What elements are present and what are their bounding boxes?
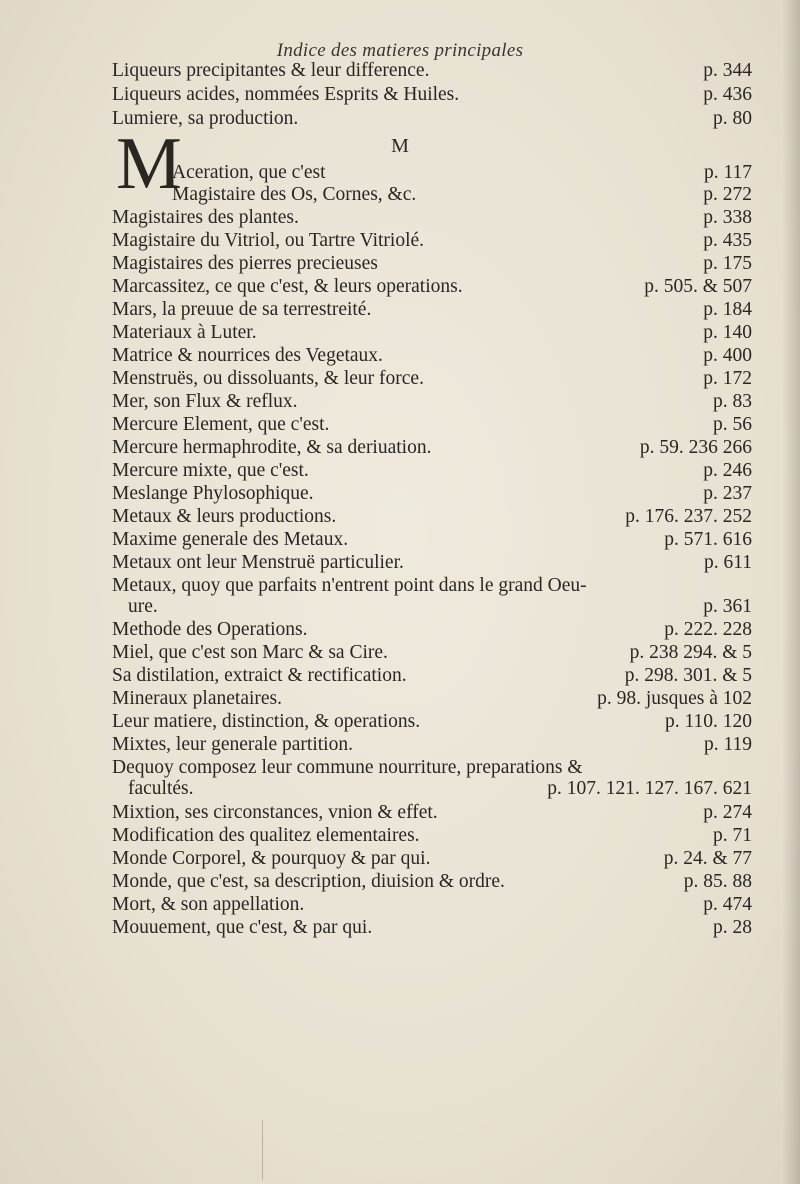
entry-page: p. 436	[703, 84, 752, 105]
entry-text: Dequoy composez leur commune nourriture, preparations &	[112, 757, 583, 778]
index-entry	[112, 414, 752, 436]
entry-text: Maxime generale des Metaux.	[112, 529, 349, 550]
index-entry	[112, 552, 752, 574]
entry-text: Mercure Element, que c'est.	[112, 414, 330, 435]
entry-text: Metaux, quoy que parfaits n'entrent point dans le grand Oeu-	[112, 575, 587, 596]
index-entry	[112, 848, 752, 870]
drop-cap: M	[116, 123, 180, 205]
entry-page: p. 176. 237. 252	[625, 506, 752, 527]
entry-page: p. 611	[703, 552, 752, 573]
index-entry	[128, 596, 752, 618]
entry-page: p. 274	[703, 802, 752, 823]
entry-text: Mixtion, ses circonstances, vnion & effet.	[112, 802, 438, 823]
index-entry	[112, 506, 752, 528]
entry-page: p. 505. & 507	[644, 276, 752, 297]
entry-page: p. 344	[703, 60, 752, 81]
entry-page: p. 56	[713, 414, 752, 435]
entry-text: Mercure mixte, que c'est.	[112, 460, 309, 481]
index-entry	[112, 276, 752, 298]
index-entry	[112, 917, 752, 939]
index-entry	[112, 108, 752, 130]
entry-text: Marcassitez, ce que c'est, & leurs operations.	[112, 276, 463, 297]
entry-text: Mouuement, que c'est, & par qui.	[112, 917, 373, 938]
entry-text: Leur matiere, distinction, & operations.	[112, 711, 421, 732]
entry-text: facultés.	[128, 778, 194, 799]
entry-text: Matrice & nourrices des Vegetaux.	[112, 345, 383, 366]
index-entry	[112, 437, 752, 459]
entry-text: Monde, que c'est, sa description, diuision & ordre.	[112, 871, 505, 892]
entry-text: Mineraux planetaires.	[112, 688, 283, 709]
index-entry	[112, 207, 752, 229]
entry-page: p. 272	[703, 184, 752, 205]
entry-page: p. 117	[703, 162, 752, 183]
index-entry	[112, 802, 752, 824]
index-entry	[112, 230, 752, 252]
entry-text: Magistaires des plantes.	[112, 207, 299, 228]
index-entry	[112, 711, 752, 733]
entry-page: p. 119	[703, 734, 752, 755]
entry-text: Mer, son Flux & reflux.	[112, 391, 298, 412]
entry-page: p. 110. 120	[664, 711, 752, 732]
entry-page: p. 238 294. & 5	[629, 642, 752, 663]
index-entry	[112, 894, 752, 916]
index-entry	[112, 734, 752, 756]
index-entry	[112, 688, 752, 710]
entry-text: Modification des qualitez elementaires.	[112, 825, 420, 846]
index-entry	[112, 84, 752, 106]
entry-text: Mercure hermaphrodite, & sa deriuation.	[112, 437, 432, 458]
entry-page: p. 361	[703, 596, 752, 617]
entry-page: p. 400	[703, 345, 752, 366]
running-head: Indice des matieres principales	[276, 40, 524, 61]
entry-page: p. 222. 228	[664, 619, 752, 640]
index-entry	[112, 665, 752, 687]
entry-text: Miel, que c'est son Marc & sa Cire.	[112, 642, 388, 663]
entry-page: p. 80	[713, 108, 752, 129]
entry-page: p. 184	[703, 299, 752, 320]
index-entry	[112, 391, 752, 413]
entry-page: p. 107. 121. 127. 167. 621	[547, 778, 752, 799]
entry-page: p. 338	[703, 207, 752, 228]
entry-page: p. 71	[713, 825, 752, 846]
index-entry	[112, 253, 752, 275]
entry-page: p. 571. 616	[664, 529, 752, 550]
entry-page: p. 237	[703, 483, 752, 504]
index-entry	[112, 529, 752, 551]
entry-text: Methode des Operations.	[112, 619, 308, 640]
entry-page: p. 175	[703, 253, 752, 274]
entry-text: Meslange Phylosophique.	[112, 483, 314, 504]
entry-page: p. 474	[703, 894, 752, 915]
paper-crease	[262, 1120, 263, 1180]
entry-text: Metaux ont leur Menstruë particulier.	[112, 552, 404, 573]
index-entry	[112, 460, 752, 482]
entry-text: Liqueurs precipitantes & leur difference.	[112, 60, 430, 81]
index-entry	[112, 825, 752, 847]
entry-page: p. 24. & 77	[663, 848, 752, 869]
index-entry	[172, 184, 752, 206]
entry-text: Materiaux à Luter.	[112, 322, 257, 343]
index-entry	[112, 871, 752, 893]
entry-text: Mort, & son appellation.	[112, 894, 305, 915]
index-entry	[128, 778, 752, 800]
entry-text: ure.	[128, 596, 158, 617]
entry-page: p. 59. 236 266	[639, 437, 752, 458]
index-entry	[112, 322, 752, 344]
index-entry	[112, 368, 752, 390]
index-entry	[112, 345, 752, 367]
entry-page: p. 435	[703, 230, 752, 251]
entry-text: Metaux & leurs productions.	[112, 506, 337, 527]
entry-page: p. 172	[703, 368, 752, 389]
section-letter: M	[391, 135, 409, 157]
entry-text: Sa distilation, extraict & rectification.	[112, 665, 407, 686]
index-entry	[112, 60, 752, 82]
entry-text: Magistaires des pierres precieuses	[112, 253, 378, 274]
entry-page: p. 246	[703, 460, 752, 481]
entry-page: p. 298. 301. & 5	[624, 665, 752, 686]
index-entry	[172, 162, 752, 184]
entry-text: Magistaire des Os, Cornes, &c.	[172, 184, 417, 205]
entry-text: Lumiere, sa production.	[112, 108, 299, 129]
entry-text: Liqueurs acides, nommées Esprits & Huiles.	[112, 84, 460, 105]
index-entry	[112, 483, 752, 505]
index-entry	[112, 642, 752, 664]
entry-text: Aceration, que c'est	[172, 162, 326, 183]
index-entry	[112, 757, 752, 779]
entry-text: Mars, la preuue de sa terrestreité.	[112, 299, 372, 320]
index-entry	[112, 619, 752, 641]
index-entry	[112, 299, 752, 321]
entry-page: p. 98. jusques à 102	[597, 688, 752, 709]
entry-text: Monde Corporel, & pourquoy & par qui.	[112, 848, 431, 869]
entry-page: p. 140	[703, 322, 752, 343]
entry-page: p. 28	[713, 917, 752, 938]
entry-page: p. 85. 88	[683, 871, 752, 892]
entry-text: Mixtes, leur generale partition.	[112, 734, 353, 755]
index-entry	[112, 575, 752, 597]
entry-page: p. 83	[713, 391, 752, 412]
entry-text: Menstruës, ou dissoluants, & leur force.	[112, 368, 424, 389]
entry-text: Magistaire du Vitriol, ou Tartre Vitriolé.	[112, 230, 425, 251]
